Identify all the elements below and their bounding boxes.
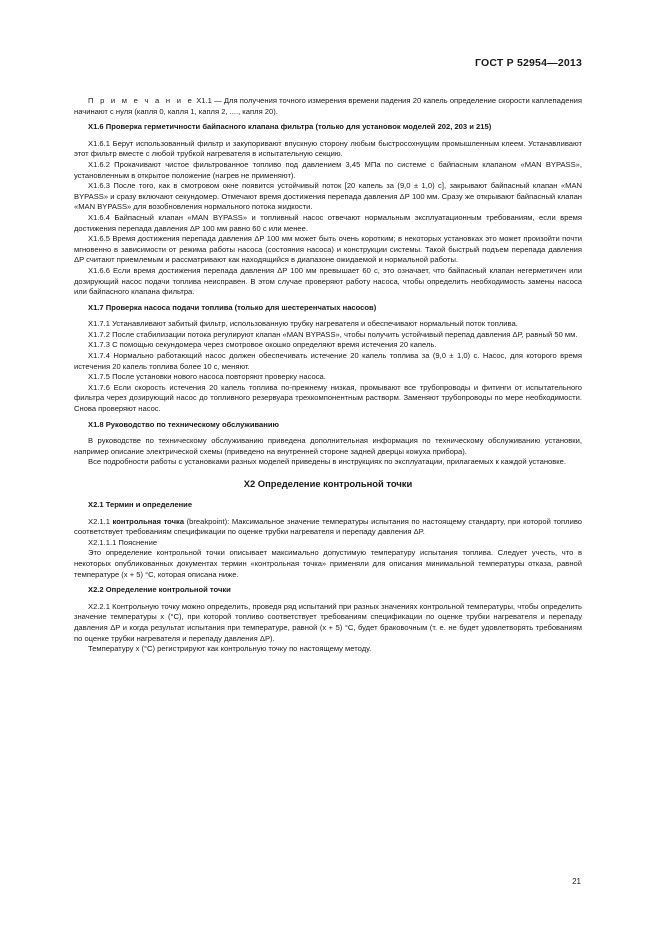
section-heading-x22: Х2.2 Определение контрольной точки (88, 585, 231, 595)
paragraph-x211-text: (breakpoint): Максимальное значение температуры испытания по настоящему стандарту, при которой топливо соответствует требованиям спецификации по оценке трубки нагревателя и перепаду давления ΔP. (74, 516, 582, 537)
standard-code: ГОСТ Р 52954—2013 (474, 57, 582, 69)
note-label: П р и м е ч а н и е (88, 96, 195, 105)
paragraph-x161: Х1.6.1 Берут использованный фильтр и закупоривают впускную сторону любым быстросохнущим промышленным клеем. Устанавливают этот фильтр вместе с любой трубкой нагревателя в испытательную секцию. (74, 138, 582, 159)
paragraph-x18a: В руководстве по техническому обслуживанию приведена дополнительная информация по техническому обслуживанию установки, например описание электрической схемы (приведено на внутренней стороне задней дверцы кожуха прибора). (74, 436, 582, 456)
section-heading-x18: Х1.8 Руководство по техническому обслуживанию (88, 419, 280, 429)
paragraph-x221: Х2.2.1 Контрольную точку можно определить, проведя ряд испытаний при разных значениях контрольной температуры, чтобы определить значение температуры x (°С), при которой топливо соответствует требованиям спецификации по оценке трубки нагревателя и перепаду давления ΔP и когда результат испытания при температуре, равной (x + 5) °С, будет браковочным (т. е. не будет удовлетворять требованиям по оценке трубки нагревателя и перепаду давления ΔP). (74, 601, 582, 643)
paragraph-x18b: Все подробности работы с установками разных моделей приведены в инструкциях по эксплуатации, прилагаемых к каждой установке. (88, 457, 567, 467)
paragraph-x174: Х1.7.4 Нормально работающий насос должен обеспечивать истечение 20 капель топлива за (9,0 ± 1,0) с. Насос, для которого время истечения 20 капель топлива более 10 с, меняют. (74, 351, 582, 371)
paragraph-x2111-text: Это определение контрольной точки описывает максимально допустимую температуру испытания топлива. Следует учесть, что в некоторых опубликованных документах термин «контрольная точка» применяли для описания минимальной температуры отказа, равной температуре (x + 5) °С, которая описана ниже. (74, 548, 582, 579)
paragraph-x162: Х1.6.2 Прокачивают чистое фильтрованное топливо под давлением 3,45 МПа по системе с байпасным клапаном «MAN BYPASS», установленным в открытое положение (нагрев не применяют). (74, 159, 582, 180)
paragraph-x173: Х1.7.3 С помощью секундомера через смотровое окошко определяют время истечения 20 капель. (88, 340, 437, 350)
paragraph-x211-number: Х2.1.1 (88, 516, 113, 526)
section-heading-x17: Х1.7 Проверка насоса подачи топлива (только для шестеренчатых насосов) (88, 302, 377, 312)
paragraph-x221b: Температуру x (°С) регистрируют как контрольную точку по настоящему методу. (88, 644, 372, 654)
paragraph-x172: Х1.7.2 После стабилизации потока регулируют клапан «MAN BYPASS», чтобы получить устойчивый перепад давления ΔP, равный 50 мм. (88, 329, 578, 339)
paragraph-x211 (74, 517, 582, 538)
note-paragraph (74, 96, 582, 117)
paragraph-x164: Х1.6.4 Байпасный клапан «MAN BYPASS» и топливный насос отвечают нормальным эксплуатационным требованиям, если время достижения перепада давления ΔP 100 мм равно 60 с или менее. (74, 212, 582, 233)
paragraph-x176: Х1.7.6 Если скорость истечения 20 капель топлива по-прежнему низкая, промывают все трубопроводы и фитинги от испытательного фильтра через дозирующий насос до топливного резервуара трехкомпонентным растворм. Заменяют трубопроводы по мере необходимости. Снова проверяют насос. (74, 382, 582, 414)
paragraph-x166: Х1.6.6 Если время достижения перепада давления ΔP 100 мм превышает 60 с, это означает, что байпасный клапан негерметичен или дозирующий насос подачи топлива неисправен. В этом случае проверяют работу насоса, чтобы определить необходимость замены насоса или байпасного клапана фильтра. (74, 265, 582, 297)
paragraph-x171: Х1.7.1 Устанавливают забитый фильтр, использованную трубку нагревателя и обеспечивают нормальный поток топлива. (88, 319, 518, 329)
term-breakpoint: контрольная точка (112, 516, 185, 526)
note-text: Х1.1 — Для получения точного измерения времени падения 20 капель определение скорости каплепадения начинают с нуля (капля 0, капля 1, капля 2, ...., капля 20). (74, 96, 582, 116)
paragraph-x2111: Х2.1.1.1 Пояснение (88, 537, 158, 547)
document-body (74, 96, 582, 655)
paragraph-x163: Х1.6.3 После того, как в смотровом окне появится устойчивый поток [20 капель за (9,0 ± 1,0) с], закрывают байпасный клапан «MAN BYPASS» и сразу включают секундомер. Отмечают время достижения перепада давления ΔP 100 мм. Сразу же открывают байпасный клапан «MAN BYPASS» для возобновления нормального потока жидкости. (74, 181, 582, 212)
paragraph-x165: Х1.6.5 Время достижения перепада давления ΔP 100 мм может быть очень коротким; в некоторых установках это может произойти почти мгновенно в зависимости от режима работы насоса (состояния насоса) и конструкции системы. Такой быстрый подъем перепада давления ΔP считают приемлемым и рассматривают как находящийся в диапазоне ожидаемой и нормальной работы. (74, 234, 582, 265)
appendix-heading-x2: Х2 Определение контрольной точки (243, 478, 413, 489)
page-number: 21 (572, 877, 581, 886)
section-heading-x21: Х2.1 Термин и определение (88, 500, 193, 509)
section-heading-x16: Х1.6 Проверка герметичности байпасного клапана фильтра (только для установок моделей 202, 203 и 215) (88, 122, 492, 132)
paragraph-x175: Х1.7.5 После установки нового насоса повторяют проверку насоса. (88, 372, 326, 382)
